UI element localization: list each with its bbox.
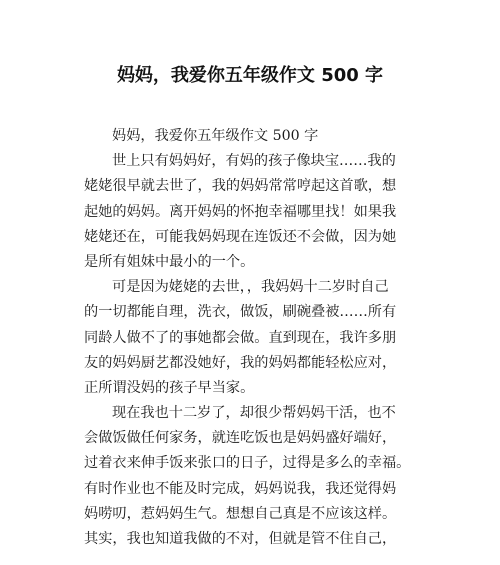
body-line: 有时作业也不能及时完成，妈妈说我，我还觉得妈 [84, 480, 397, 497]
body-line: 现在我也十二岁了，却很少帮妈妈干活，也不 [112, 405, 396, 422]
body-line: 其实，我也知道我做的不对，但就是管不住自己， [84, 531, 397, 547]
body-line: 起她的妈妈。离开妈妈的怀抱幸福哪里找！如果我 [84, 203, 397, 220]
body-line: 姥姥很早就去世了，我的妈妈常常哼起这首歌，想 [84, 178, 397, 195]
body-line: 是所有姐妹中最小的一个。 [84, 253, 255, 270]
body-line: 的一切都能自理，洗衣，做饭，刷碗叠被……所有 [84, 304, 397, 321]
body-line: 正所谓没妈的孩子早当家。 [84, 379, 255, 396]
body-line: 姥姥还在，可能我妈妈现在连饭还不会做，因为她 [84, 228, 397, 245]
document-body [84, 124, 424, 552]
body-line: 过着衣来伸手饭来张口的日子，过得是多么的幸福。 [84, 455, 411, 472]
body-line: 世上只有妈妈好，有妈的孩子像块宝……我的 [112, 153, 396, 170]
body-line: 会做饭做任何家务，就连吃饭也是妈妈盛好端好， [84, 430, 397, 447]
document-title: 妈妈，我爱你五年级作文 500 字 [116, 65, 384, 86]
body-line: 可是因为姥姥的去世，，我妈妈十二岁时自己 [112, 279, 389, 296]
body-line: 妈唠叨，惹妈妈生气。想想自己真是不应该这样。 [84, 505, 397, 522]
body-line: 同龄人做不了的事她都会做。直到现在，我许多朋 [84, 329, 397, 346]
body-line: 妈妈，我爱你五年级作文 500 字 [112, 128, 319, 144]
body-line: 友的妈妈厨艺都没她好，我的妈妈都能轻松应对， [84, 354, 397, 371]
